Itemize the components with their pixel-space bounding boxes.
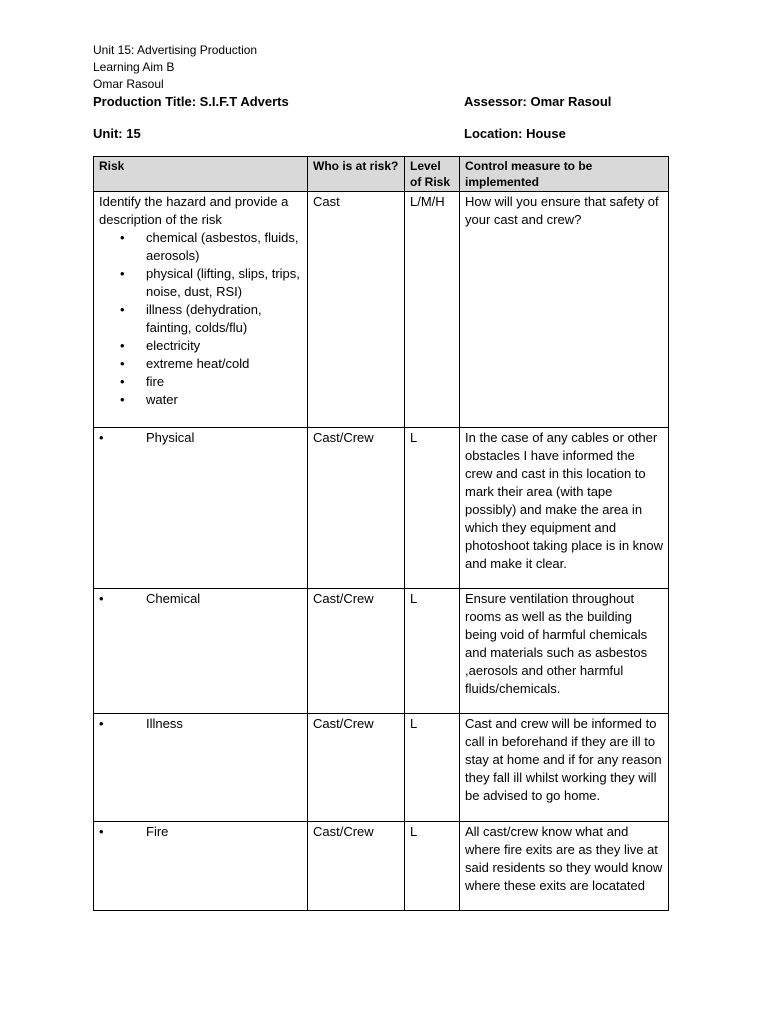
table-header-row bbox=[94, 157, 669, 192]
risk-cell bbox=[94, 822, 308, 911]
hazard-text: extreme heat/cold bbox=[146, 356, 250, 371]
table-row bbox=[94, 822, 669, 911]
unit-number: Unit: 15 bbox=[93, 126, 141, 141]
hazard-text: fire bbox=[146, 374, 165, 389]
location: Location: House bbox=[464, 126, 566, 141]
list-item bbox=[120, 229, 302, 265]
table-row-intro bbox=[94, 192, 669, 428]
assessor: Assessor: Omar Rasoul bbox=[464, 94, 612, 109]
bullet: • bbox=[99, 591, 104, 606]
table-row bbox=[94, 589, 669, 714]
bullet: • bbox=[120, 266, 125, 281]
bullet: • bbox=[120, 338, 125, 353]
bullet: • bbox=[120, 302, 125, 317]
intro-level-cell: L/M/H bbox=[405, 192, 460, 428]
risk-name: Physical bbox=[146, 430, 195, 445]
level-cell: L bbox=[405, 589, 460, 714]
hazard-text: chemical (asbestos, fluids, aerosols) bbox=[146, 230, 299, 263]
learning-aim: Learning Aim B bbox=[93, 60, 175, 74]
level-cell: L bbox=[405, 428, 460, 589]
bullet: • bbox=[120, 392, 125, 407]
intro-risk-cell bbox=[94, 192, 308, 428]
table-row bbox=[94, 714, 669, 822]
header-risk: Risk bbox=[94, 157, 308, 192]
header-control-measure: Control measure to be implemented bbox=[460, 157, 669, 192]
intro-control-cell: How will you ensure that safety of your cast and crew? bbox=[460, 192, 669, 428]
header-level-of-risk: Level of Risk bbox=[405, 157, 460, 192]
list-item bbox=[120, 301, 302, 337]
risk-name: Chemical bbox=[146, 591, 201, 606]
control-cell: Cast and crew will be informed to call in beforehand if they are ill to stay at home and if for any reason they fall ill whilst working they will be advised to go home. bbox=[460, 714, 669, 822]
control-cell: All cast/crew know what and where fire exits are as they live at said residents so they would know where these exits are locatated bbox=[460, 822, 669, 911]
risk-cell bbox=[94, 589, 308, 714]
risk-name: Fire bbox=[146, 824, 169, 839]
list-item bbox=[120, 355, 302, 373]
risk-name: Illness bbox=[146, 716, 183, 731]
production-title: Production Title: S.I.F.T Adverts bbox=[93, 94, 289, 109]
bullet: • bbox=[99, 430, 104, 445]
control-cell: In the case of any cables or other obstacles I have informed the crew and cast in this location to mark their area (with tape possibly) and make the area in which they equipment and photoshoot taking place is in know and make it clear. bbox=[460, 428, 669, 589]
who-cell: Cast/Crew bbox=[308, 822, 405, 911]
unit-heading: Unit 15: Advertising Production bbox=[93, 43, 258, 57]
bullet: • bbox=[120, 356, 125, 371]
hazard-text: physical (lifting, slips, trips, noise, dust, RSI) bbox=[146, 266, 300, 299]
risk-cell bbox=[94, 428, 308, 589]
bullet: • bbox=[120, 374, 125, 389]
level-cell: L bbox=[405, 822, 460, 911]
who-cell: Cast/Crew bbox=[308, 589, 405, 714]
bullet: • bbox=[99, 716, 104, 731]
risk-cell bbox=[94, 714, 308, 822]
intro-who-cell: Cast bbox=[308, 192, 405, 428]
hazard-list bbox=[99, 229, 302, 409]
hazard-text: electricity bbox=[146, 338, 201, 353]
who-cell: Cast/Crew bbox=[308, 428, 405, 589]
risk-assessment-table bbox=[93, 156, 669, 911]
level-cell: L bbox=[405, 714, 460, 822]
hazard-text: illness (dehydration, fainting, colds/flu) bbox=[146, 302, 262, 335]
bullet: • bbox=[120, 230, 125, 245]
bullet: • bbox=[99, 824, 104, 839]
who-cell: Cast/Crew bbox=[308, 714, 405, 822]
list-item bbox=[120, 373, 302, 391]
list-item bbox=[120, 265, 302, 301]
header-who-at-risk: Who is at risk? bbox=[308, 157, 405, 192]
list-item bbox=[120, 391, 302, 409]
table-row bbox=[94, 428, 669, 589]
list-item bbox=[120, 337, 302, 355]
author-name: Omar Rasoul bbox=[93, 77, 164, 91]
control-cell: Ensure ventilation throughout rooms as well as the building being void of harmful chemicals and materials such as asbestos ,aerosols and other harmful fluids/chemicals. bbox=[460, 589, 669, 714]
intro-risk-text: Identify the hazard and provide a description of the risk bbox=[99, 194, 289, 227]
hazard-text: water bbox=[146, 392, 178, 407]
